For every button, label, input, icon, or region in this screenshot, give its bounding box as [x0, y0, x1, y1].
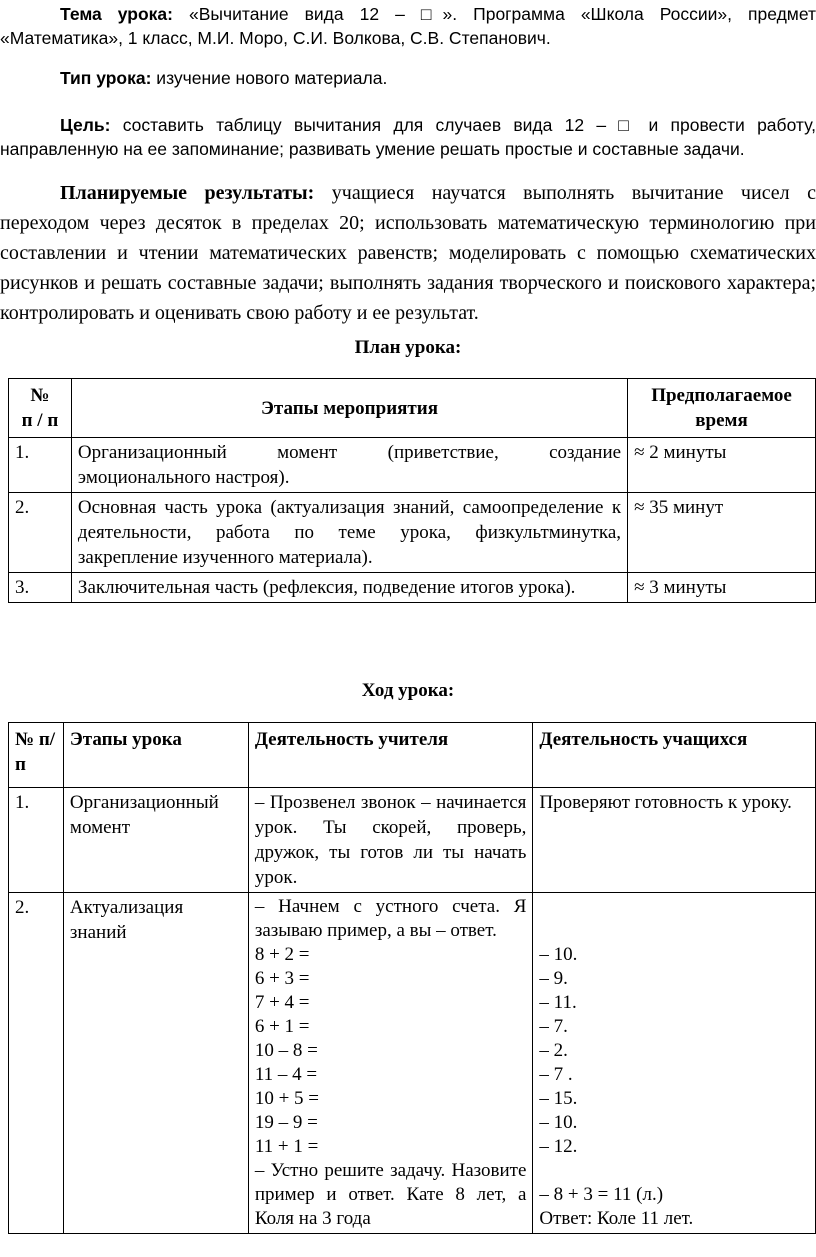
table-row — [9, 438, 816, 493]
course-header-num: № п/п — [9, 723, 64, 788]
plan-row-stage: Организационный момент (приветствие, создание эмоционального настроя). — [71, 438, 627, 493]
course-row-num: 2. — [9, 893, 64, 1234]
answers-spacer — [539, 895, 809, 943]
topic-text: «Вычитание вида 12 – □». Программа «Школа России», предмет «Математика», 1 класс, М.И. Моро, С.И. Волкова, С.В. Степанович. — [0, 4, 816, 48]
plan-header-row — [9, 379, 816, 438]
plan-row-num: 1. — [9, 438, 72, 493]
example-item: 6 + 1 = — [254, 1016, 310, 1037]
course-row-teacher — [248, 893, 533, 1234]
goal-text: составить таблицу вычитания для случаев вида 12 – □ и провести работу, направленную на ее запоминание; развивать умение решать простые и составные задачи. — [0, 115, 816, 159]
course-header-row — [9, 723, 816, 788]
example-item: 11 – 4 = — [254, 1064, 318, 1085]
topic-paragraph — [0, 2, 816, 50]
answer-list — [539, 943, 809, 1159]
answer-item: – 11. — [539, 992, 577, 1013]
results-paragraph — [0, 178, 816, 328]
course-row-num: 1. — [9, 788, 64, 893]
lesson-type-text: изучение нового материала. — [156, 68, 388, 88]
plan-header-num: № п / п — [9, 379, 72, 438]
plan-row-stage: Заключительная часть (рефлексия, подведение итогов урока). — [71, 573, 627, 603]
results-label: Планируемые результаты: — [60, 182, 315, 204]
example-item: 10 – 8 = — [254, 1040, 318, 1061]
answer-item: – 10. — [539, 1112, 578, 1133]
task-answer-final: Ответ: Коле 11 лет. — [539, 1208, 694, 1229]
course-header-students: Деятельность учащихся — [533, 723, 816, 788]
example-list — [255, 943, 527, 1159]
answer-item: – 15. — [539, 1088, 578, 1109]
answer-item: – 9. — [539, 968, 568, 989]
example-item: 6 + 3 = — [254, 968, 310, 989]
course-header-teacher: Деятельность учителя — [248, 723, 533, 788]
course-row-stage: Организационный момент — [63, 788, 248, 893]
example-item: 19 – 9 = — [254, 1112, 318, 1133]
plan-title: План урока: — [354, 337, 462, 358]
results-text: учащиеся научатся выполнять вычитание чисел с переходом через десяток в пределах 20; использовать математическую терминологию при составлении и чтении математических равенств; моделировать с помощью схематических рисунков и решать составные задачи; выполнять задания творческого и поискового характера; контролировать и оценивать свою работу и ее результат. — [0, 182, 816, 324]
table-row — [9, 893, 816, 1234]
plan-header-time: Предполагаемое время — [628, 379, 816, 438]
answer-item: – 7. — [539, 1016, 568, 1037]
answer-item: – 2. — [539, 1040, 568, 1061]
table-row — [9, 493, 816, 573]
answers-gap — [539, 1159, 809, 1183]
table-row — [9, 573, 816, 603]
lesson-type-label: Тип урока: — [60, 68, 152, 88]
course-table — [8, 722, 816, 1234]
plan-row-time: ≈ 2 минуты — [628, 438, 816, 493]
example-item: 10 + 5 = — [254, 1088, 320, 1109]
course-row-teacher: – Прозвенел звонок – начинается урок. Ты скорей, проверь, дружок, ты готов ли ты начать урок. — [248, 788, 533, 893]
goal-paragraph — [0, 113, 816, 161]
topic-label: Тема урока: — [60, 4, 173, 24]
course-row-students: Проверяют готовность к уроку. — [533, 788, 816, 893]
course-row-students — [533, 893, 816, 1234]
plan-row-stage: Основная часть урока (актуализация знаний, самоопределение к деятельности, работа по теме урока, физкультминутка, закрепление изученного материала). — [71, 493, 627, 573]
answer-item: – 10. — [539, 944, 578, 965]
plan-row-time: ≈ 35 минут — [628, 493, 816, 573]
task-answer: – 8 + 3 = 11 (л.) — [539, 1184, 664, 1205]
plan-row-num: 3. — [9, 573, 72, 603]
course-header-stage: Этапы урока — [63, 723, 248, 788]
course-title: Ход урока: — [361, 680, 455, 701]
task-text: – Устно решите задачу. Назовите пример и ответ. Кате 8 лет, а Коля на 3 года — [254, 1160, 527, 1229]
plan-table — [8, 378, 816, 603]
plan-header-stage: Этапы мероприятия — [71, 379, 627, 438]
answer-item: – 12. — [539, 1136, 578, 1157]
teacher-intro: – Начнем с устного счета. Я зазываю пример, а вы – ответ. — [254, 896, 527, 941]
plan-row-num: 2. — [9, 493, 72, 573]
goal-label: Цель: — [60, 115, 111, 135]
lesson-type-paragraph — [0, 66, 816, 90]
table-row — [9, 788, 816, 893]
answer-item: – 7 . — [539, 1064, 573, 1085]
example-item: 7 + 4 = — [254, 992, 310, 1013]
example-item: 8 + 2 = — [254, 944, 310, 965]
course-row-stage: Актуализация знаний — [63, 893, 248, 1234]
plan-row-time: ≈ 3 минуты — [628, 573, 816, 603]
example-item: 11 + 1 = — [254, 1136, 319, 1157]
